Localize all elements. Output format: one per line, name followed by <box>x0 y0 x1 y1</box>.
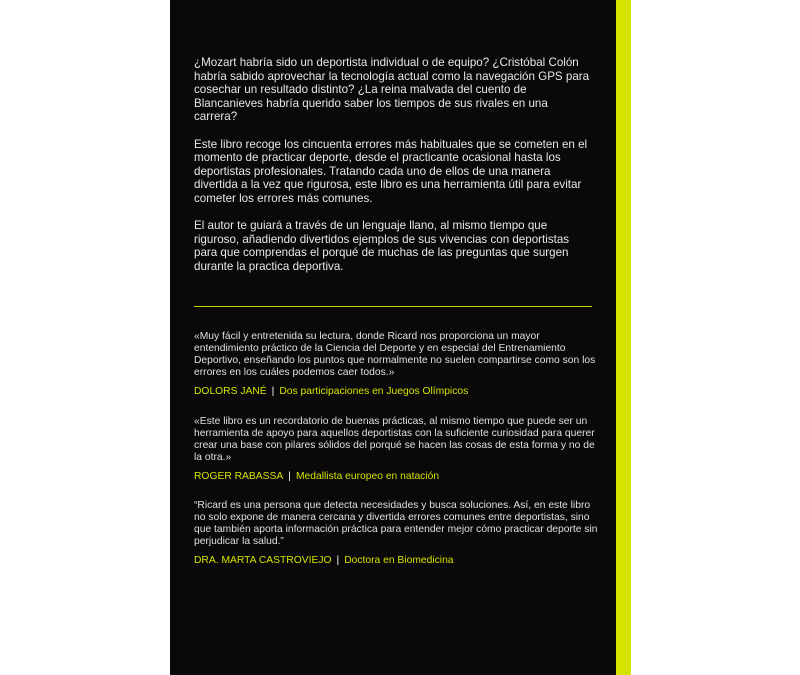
testimonial-attribution <box>194 385 604 398</box>
testimonial-quote: «Muy fácil y entretenida su lectura, donde Ricard nos proporciona un mayor entendimiento práctico de la Ciencia del Deporte y en especial del Entrenamiento Deportivo, enseñando los puntos que normalmente no suelen compartirse como son los errores en los cuáles podemos caer todos.» <box>194 331 596 379</box>
spine-accent-stripe <box>616 0 631 675</box>
testimonial <box>194 331 604 416</box>
testimonial <box>194 416 604 500</box>
testimonial-role: Doctora en Biomedicina <box>344 555 454 567</box>
testimonial-author: DOLORS JANÉ <box>194 386 267 398</box>
testimonial-author: DRA. MARTA CASTROVIEJO <box>194 555 332 567</box>
testimonial-attribution <box>194 554 604 567</box>
blurb-paragraph: ¿Mozart habría sido un deportista individual o de equipo? ¿Cristóbal Colón habría sabido aprovechar la tecnología actual como la navegación GPS para cosechar un resultado distinto? ¿La reina malvada del cuento de Blancanieves habría querido saber los tiempos de sus rivales en una carrera? <box>194 56 590 124</box>
testimonials <box>194 331 604 567</box>
attribution-separator: | <box>288 471 291 483</box>
book-blurb <box>194 56 594 287</box>
testimonial-role: Dos participaciones en Juegos Olímpicos <box>279 386 469 398</box>
testimonial-attribution <box>194 470 604 483</box>
testimonial-role: Medallista europeo en natación <box>295 471 440 483</box>
attribution-separator: | <box>271 386 275 398</box>
blurb-paragraph: El autor te guiará a través de un lenguaje llano, al mismo tiempo que riguroso, añadiendo divertidos ejemplos de sus vivencias con deportistas para que comprendas el porqué de muchas de las preguntas que surgen durante la practica deportiva. <box>194 219 570 273</box>
blurb-paragraph: Este libro recoge los cincuenta errores más habituales que se cometen en el momento de practicar deporte, desde el practicante ocasional hasta los deportistas profesionales. Tratando cada uno de ellos de una manera divertida a la vez que rigurosa, este libro es una herramienta útil para evitar cometer los errores más comunes. <box>194 137 588 205</box>
testimonial-author: ROGER RABASSA <box>194 471 284 483</box>
attribution-separator: | <box>336 555 340 567</box>
testimonial <box>194 500 604 567</box>
testimonial-quote: «Este libro es un recordatorio de buenas prácticas, al mismo tiempo que puede ser un herramienta de apoyo para aquellos deportistas con la suficiente curiosidad para querer crear una base con pilares sólidos del porqué se hacen las cosas de esta forma y no de la otra.» <box>194 416 595 464</box>
section-divider <box>194 306 592 307</box>
testimonial-quote: “Ricard es una persona que detecta necesidades y busca soluciones. Así, en este libro no solo expone de manera cercana y divertida errores comunes entre deportistas, sino que también aporta información práctica para entender mejor cómo practicar deporte sin perjudicar la salud.” <box>194 500 598 548</box>
